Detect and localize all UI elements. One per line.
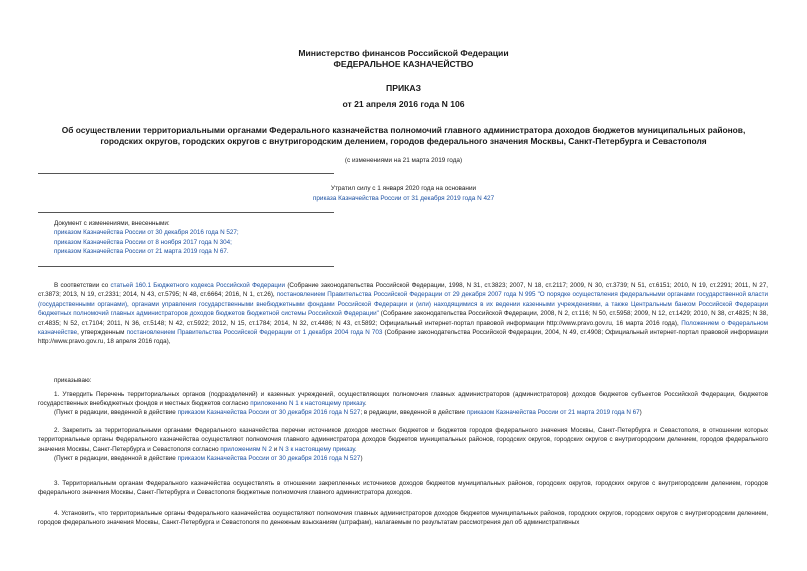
top-divider (38, 173, 334, 174)
item-4: 4. Установить, что территориальные органы Федерального казначейства осуществляют полномочия главных администраторов доходов бюджетов муниципальных районов, городских округов, городских округов с внутригородским делением, городов федерального значения Москвы, Санкт-Петербурга и Севастополя по денежным взысканиям (штрафам), налагаемым по результатам рассмотрения дел об административных (38, 510, 768, 527)
item-2-text: 2. Закрепить за территориальными органами Федерального казначейства перечни источников доходов местных бюджетов и бюджетов городов федерального значения Москвы, Санкт-Петербурга и Севастополя, в отношении которых территориальные органы Федерального казначейства осуществляют полномочия главного администратора доходов бюджетов муниципальных районов, городских округов, городских округов с внутригородским делением, городов федерального значения Москвы, Санкт-Петербурга и Севастополя согласно (38, 427, 768, 453)
expired-order-link-row (0, 194, 807, 203)
appendix-1-link[interactable]: приложению N 1 к настоящему приказу (250, 400, 365, 408)
note-text: ) (360, 455, 363, 462)
document-title-line1: Об осуществлении территориальными органами Федерального казначейства полномочий главного администратора доходов бюджетов муниципальных районов, (61, 125, 746, 135)
amendments-heading: Документ с изменениями, внесенными: (54, 220, 170, 227)
appendix-3-link[interactable]: N 3 к настоящему приказу (279, 445, 355, 453)
item-1 (38, 390, 768, 409)
amendments-box (54, 219, 354, 257)
preamble-text: , утвержденным (77, 329, 125, 337)
item-1-note (38, 408, 784, 417)
order-67-link[interactable]: приказом Казначейства России от 21 марта 2019 года N 67 (466, 409, 640, 416)
note-text: (Пункт в редакции, введенной в действие (54, 455, 176, 462)
preamble-text: В соответствии со (54, 282, 109, 289)
item-1-text: 1. Утвердить Перечень территориальных органов (подразделений) и казенных учреждений, осуществляющих полномочия главных администраторов (администраторов) доходов бюджетов субъектов Российской Федерации, бюджетов государственных внебюджетных фондов и местных бюджетов согласно (38, 391, 768, 408)
amendment-link-3[interactable]: приказом Казначейства России от 21 марта 2019 года N 67. (54, 248, 229, 256)
ministry-name: Министерство финансов Российской Федерации (298, 48, 509, 58)
treasury-name: ФЕДЕРАЛЬНОЕ КАЗНАЧЕЙСТВО (333, 59, 474, 69)
item-2-end: . (354, 445, 357, 453)
item-2-note (38, 454, 784, 463)
preamble-text: (Собрание законодательства Российской Федерации, 2008, N 2, ст.116; N 50, ст.5958; 2009, N 12, ст.1429; 2010, N 38, ст.4825; N 38, ст.4835; N 52, ст.7104; 2011, N 36, ст.5148; N 42, ст.5922; 2012, N 15, ст.1784; 2014, N 32, ст.4486; N 43, ст.5892; Официальный интернет-портал правовой информации http://www.pravo.gov.ru, 16 марта 2016 года), (38, 310, 768, 327)
item-1-end: . (364, 400, 367, 408)
order-word: ПРИКАЗ (386, 83, 421, 93)
amendments-top-divider (38, 212, 334, 213)
edition-note: (с изменениями на 21 марта 2019 года) (344, 157, 463, 164)
preamble-text: (Собрание законодательства Российской Федерации, 1998, N 31, ст.3823; 2007, N 18, ст.2117; 2009, N 30, ст.3739; N 51, ст.6151; 2010, N 19, ст.2291; 2011, N 27, ст.3873; 2013, N 19, ст.2331; 2014, N 43, ст.5795; N 48, ст.6664; 2016, N 1, ст.26), (38, 282, 769, 299)
government-decree-995-link[interactable]: постановлением Правительства Российской Федерации от 29 декабря 2007 года N 995 "О порядке осуществления федеральными органами государственной власти (государственными органами), органами управления государственными внебюджетными фондами Российской Федерации и (или) находящимися в их ведении казенными учреждениями, а также Центральным банком Российской Федерации бюджетных полномочий главных администраторов доходов бюджетов бюджетной системы Российской Федерации" (38, 291, 768, 318)
amendments-bottom-divider (38, 266, 334, 267)
treasury-regulation-link[interactable]: Положением о Федеральном казначействе (38, 319, 768, 337)
preamble-paragraph (38, 281, 768, 347)
item-3: 3. Территориальным органам Федерального казначейства осуществлять в отношении закрепленных источников доходов бюджетов муниципальных районов, городских округов, городских округов с внутригородским делением, городов федерального значения Москвы, Санкт-Петербурга и Севастополя бюджетные полномочия главного администратора доходов. (38, 480, 768, 497)
item-2-text: и (273, 445, 278, 453)
note-text: ) (639, 409, 642, 416)
document-title-line2: городских округов, городских округов с внутригородским делением, городов федерального значения Москвы, Санкт-Петербурга и Севастополя (100, 136, 707, 146)
appendix-2-link[interactable]: приложениям N 2 (220, 445, 272, 453)
item-2 (38, 426, 768, 454)
note-text: ; в редакции, введенной в действие (360, 409, 466, 416)
government-decree-703-link[interactable]: постановлением Правительства Российской Федерации от 1 декабря 2004 года N 703 (126, 329, 383, 337)
note-text: (Пункт в редакции, введенной в действие (54, 409, 176, 416)
amendment-link-2[interactable]: приказом Казначейства России от 8 ноября 2017 года N 304; (54, 238, 232, 246)
amendment-link-1[interactable]: приказом Казначейства России от 30 декабря 2016 года N 527; (54, 229, 239, 237)
preamble-text: (Собрание законодательства Российской Федерации, 2004, N 49, ст.4908; Официальный интернет-портал правовой информации http://www.pravo.gov.ru, 18 апреля 2016 года), (38, 329, 769, 346)
expired-order-link[interactable]: приказа Казначейства России от 31 декабря 2019 года N 427 (312, 195, 495, 202)
budget-code-link[interactable]: статьей 160.1 Бюджетного кодекса Российской Федерации (110, 282, 286, 289)
order-verb: приказываю: (54, 377, 92, 384)
order-527-link[interactable]: приказом Казначейства России от 30 декабря 2016 года N 527 (177, 409, 361, 416)
expired-note: Утратил силу с 1 января 2020 года на основании (330, 185, 477, 192)
order-527-link[interactable]: приказом Казначейства России от 30 декабря 2016 года N 527 (177, 455, 361, 462)
order-date: от 21 апреля 2016 года N 106 (342, 99, 465, 109)
